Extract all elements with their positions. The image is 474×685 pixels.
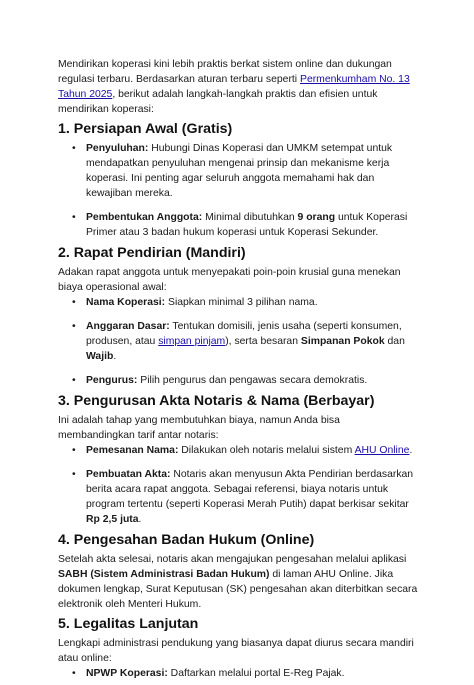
simpan-pinjam-link[interactable]: simpan pinjam xyxy=(158,336,226,347)
intro-text-cont: , berikut adalah langkah-langkah praktis dan efisien untuk mendirikan koperasi: xyxy=(58,89,378,115)
item-text: Daftarkan melalui portal E-Reg Pajak. xyxy=(167,668,345,679)
section-2-heading: 2. Rapat Pendirian (Mandiri) xyxy=(58,245,246,261)
item-label: Pemesanan Nama: xyxy=(86,445,179,456)
list-item xyxy=(58,467,418,527)
section-3-heading: 3. Pengurusan Akta Notaris & Nama (Berbayar) xyxy=(58,393,375,409)
section-3-desc: Ini adalah tahap yang membutuhkan biaya, namun Anda bisa membandingkan tarif antar notaris: xyxy=(58,415,340,441)
section-4-heading: 4. Pengesahan Badan Hukum (Online) xyxy=(58,532,315,548)
item-text-cont: ), serta besaran xyxy=(225,336,301,347)
section-1-list xyxy=(58,141,418,240)
bullet-icon: • xyxy=(72,375,76,386)
bullet-icon: • xyxy=(72,445,76,456)
section-5-desc: Lengkapi administrasi pendukung yang biasanya dapat diurus secara mandiri atau online: xyxy=(58,638,414,664)
ahu-online-link[interactable]: AHU Online xyxy=(354,445,410,456)
item-text-cont: . xyxy=(113,351,117,362)
item-text-cont: untuk Koperasi Primer atau 3 badan hukum koperasi untuk Koperasi Sekunder. xyxy=(86,212,408,238)
section-4-paragraph xyxy=(58,552,418,612)
item-text: Siapkan minimal 3 pilihan nama. xyxy=(165,297,318,308)
item-text: Hubungi Dinas Koperasi dan UMKM setempat untuk mendapatkan penyuluhan mengenai prinsip dan mekanisme kerja koperasi. Ini penting agar seluruh anggota memahami hak dan kewajiban mereka. xyxy=(86,143,393,199)
regulation-link[interactable]: Permenkumham No. 13 Tahun 2025 xyxy=(58,74,410,100)
item-bold: Rp 2,5 juta xyxy=(86,514,139,525)
item-label: Anggaran Dasar: xyxy=(86,321,170,332)
list-item xyxy=(58,210,418,240)
intro-paragraph xyxy=(58,57,418,117)
item-text-cont: dan xyxy=(384,336,405,347)
bullet-icon: • xyxy=(72,297,76,308)
item-bold: Wajib xyxy=(86,351,114,362)
bullet-icon: • xyxy=(72,469,76,480)
item-bold: Simpanan Pokok xyxy=(300,336,385,347)
list-item xyxy=(58,373,418,388)
section-4-text-cont: di laman AHU Online. Jika dokumen lengkap, Surat Keputusan (SK) pengesahan akan diterbitkan secara elektronik oleh Menteri Hukum. xyxy=(58,569,418,610)
list-item xyxy=(58,295,418,310)
item-text: Notaris akan menyusun Akta Pendirian berdasarkan berita acara rapat anggota. Sebagai referensi, biaya notaris untuk program tertentu (seperti Koperasi Merah Putih) dapat berkisar sekitar xyxy=(86,469,414,510)
intro-text: Mendirikan koperasi kini lebih praktis berkat sistem online dan dukungan regulasi terbaru. Berdasarkan aturan terbaru seperti xyxy=(58,59,392,85)
list-item xyxy=(58,141,418,201)
item-text-cont: . xyxy=(409,445,413,456)
item-label: Pembuatan Akta: xyxy=(86,469,171,480)
item-text: Pilih pengurus dan pengawas secara demokratis. xyxy=(137,375,368,386)
item-bold: 9 orang xyxy=(297,212,336,223)
document-content xyxy=(58,57,418,685)
section-5-heading: 5. Legalitas Lanjutan xyxy=(58,616,199,632)
section-2-list xyxy=(58,295,418,388)
item-label: Pembentukan Anggota: xyxy=(86,212,203,223)
list-item xyxy=(58,443,418,458)
item-text: Minimal dibutuhkan xyxy=(202,212,298,223)
list-item xyxy=(58,319,418,364)
bullet-icon: • xyxy=(72,321,76,332)
section-2-desc: Adakan rapat anggota untuk menyepakati poin-poin krusial guna menekan biaya operasional awal: xyxy=(58,267,401,293)
item-text: Tentukan domisili, jenis usaha (seperti konsumen, produsen, atau xyxy=(86,321,402,347)
item-label: Pengurus: xyxy=(86,375,138,386)
item-label: Nama Koperasi: xyxy=(86,297,166,308)
section-4-text: Setelah akta selesai, notaris akan mengajukan pengesahan melalui aplikasi xyxy=(58,554,407,565)
bullet-icon: • xyxy=(72,668,76,679)
list-item xyxy=(58,666,418,681)
item-text: Dilakukan oleh notaris melalui sistem xyxy=(178,445,355,456)
item-label: NPWP Koperasi: xyxy=(86,668,168,679)
section-4-bold: SABH (Sistem Administrasi Badan Hukum) xyxy=(58,569,270,580)
bullet-icon: • xyxy=(72,212,76,223)
section-3-list xyxy=(58,443,418,527)
bullet-icon: • xyxy=(72,143,76,154)
item-text-cont: . xyxy=(138,514,142,525)
section-1-heading: 1. Persiapan Awal (Gratis) xyxy=(58,121,233,137)
item-label: Penyuluhan: xyxy=(86,143,149,154)
section-5-list xyxy=(58,666,418,681)
